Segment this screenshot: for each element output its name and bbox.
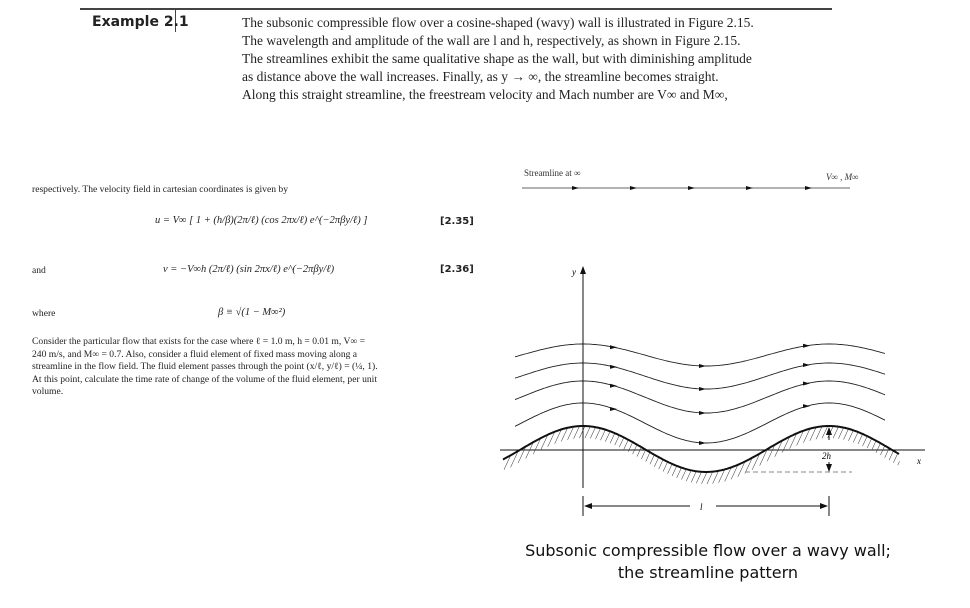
flow-arrow-icon [630,186,637,190]
y-axis-label: y [572,267,576,277]
where-text: where [32,308,56,319]
flow-arrow-icon [699,387,706,391]
flow-arrow-icon [610,384,617,388]
problem-line: volume. [32,386,64,397]
problem-line: Consider the particular flow that exists for the case where ℓ = 1.0 m, h = 0.01 m, V∞ = [32,336,366,347]
flow-arrow-icon [688,186,695,190]
flow-arrow-icon [803,381,810,385]
flow-arrow-icon [610,407,617,411]
problem-line: streamline in the flow field. The fluid element passes through the point (x/ℓ, y/ℓ) = (¼, 1). [32,361,378,372]
x-axis-label: x [917,456,921,466]
wall-hatching [503,426,900,484]
equation-2-35: u = V∞ [ 1 + (h/β)(2π/ℓ) (cos 2πx/ℓ) e^(−2πβy/ℓ) ] [155,215,368,226]
streamline [515,381,885,413]
equation-2-36: v = −V∞h (2π/ℓ) (sin 2πx/ℓ) e^(−2πβy/ℓ) [163,264,335,275]
flow-arrow-icon [699,411,706,415]
example-label: Example 2.1 [92,14,189,30]
continuation-text: respectively. The velocity field in cartesian coordinates is given by [32,184,289,195]
intro-line: The subsonic compressible flow over a cosine-shaped (wavy) wall is illustrated in Figure 2.15. [242,15,754,30]
wavelength-label: l [700,502,703,512]
intro-line: The streamlines exhibit the same qualitative shape as the wall, but with diminishing amplitude [242,51,752,66]
and-text: and [32,265,46,276]
freestream-label: V∞ , M∞ [826,172,859,182]
flow-arrow-icon [699,364,706,368]
flow-arrow-icon [805,186,812,190]
intro-line: Along this straight streamline, the freestream velocity and Mach number are V∞ and M∞, [242,87,728,102]
equation-number: [2.35] [440,216,474,227]
caption-line: Subsonic compressible flow over a wavy wall; [525,541,891,560]
problem-line: 240 m/s, and M∞ = 0.7. Also, consider a fluid element of fixed mass moving along a [32,348,358,360]
flow-arrow-icon [803,404,810,408]
intro-line: The wavelength and amplitude of the wall are l and h, respectively, as shown in Figure 2.15. [242,33,741,48]
flow-arrow-icon [610,345,617,349]
flow-arrow-icon [610,365,617,369]
streamline-at-infinity [522,186,850,190]
flow-arrow-icon [803,363,810,367]
equation-beta: β ≡ √(1 − M∞²) [218,307,286,318]
problem-line: At this point, calculate the time rate of change of the volume of the fluid element, per unit [32,373,377,385]
figure-caption [470,540,946,584]
flow-arrow-icon [572,186,579,190]
streamline-infinity-label: Streamline at ∞ [524,168,581,178]
flow-arrow-icon [803,344,810,348]
amplitude-label: 2h [822,451,831,461]
equation-number: [2.36] [440,264,474,275]
caption-line: the streamline pattern [617,563,799,582]
flow-arrow-icon [746,186,753,190]
intro-line: as distance above the wall increases. Finally, as y → ∞, the streamline becomes straight. [242,69,719,84]
flow-arrow-icon [699,441,706,445]
